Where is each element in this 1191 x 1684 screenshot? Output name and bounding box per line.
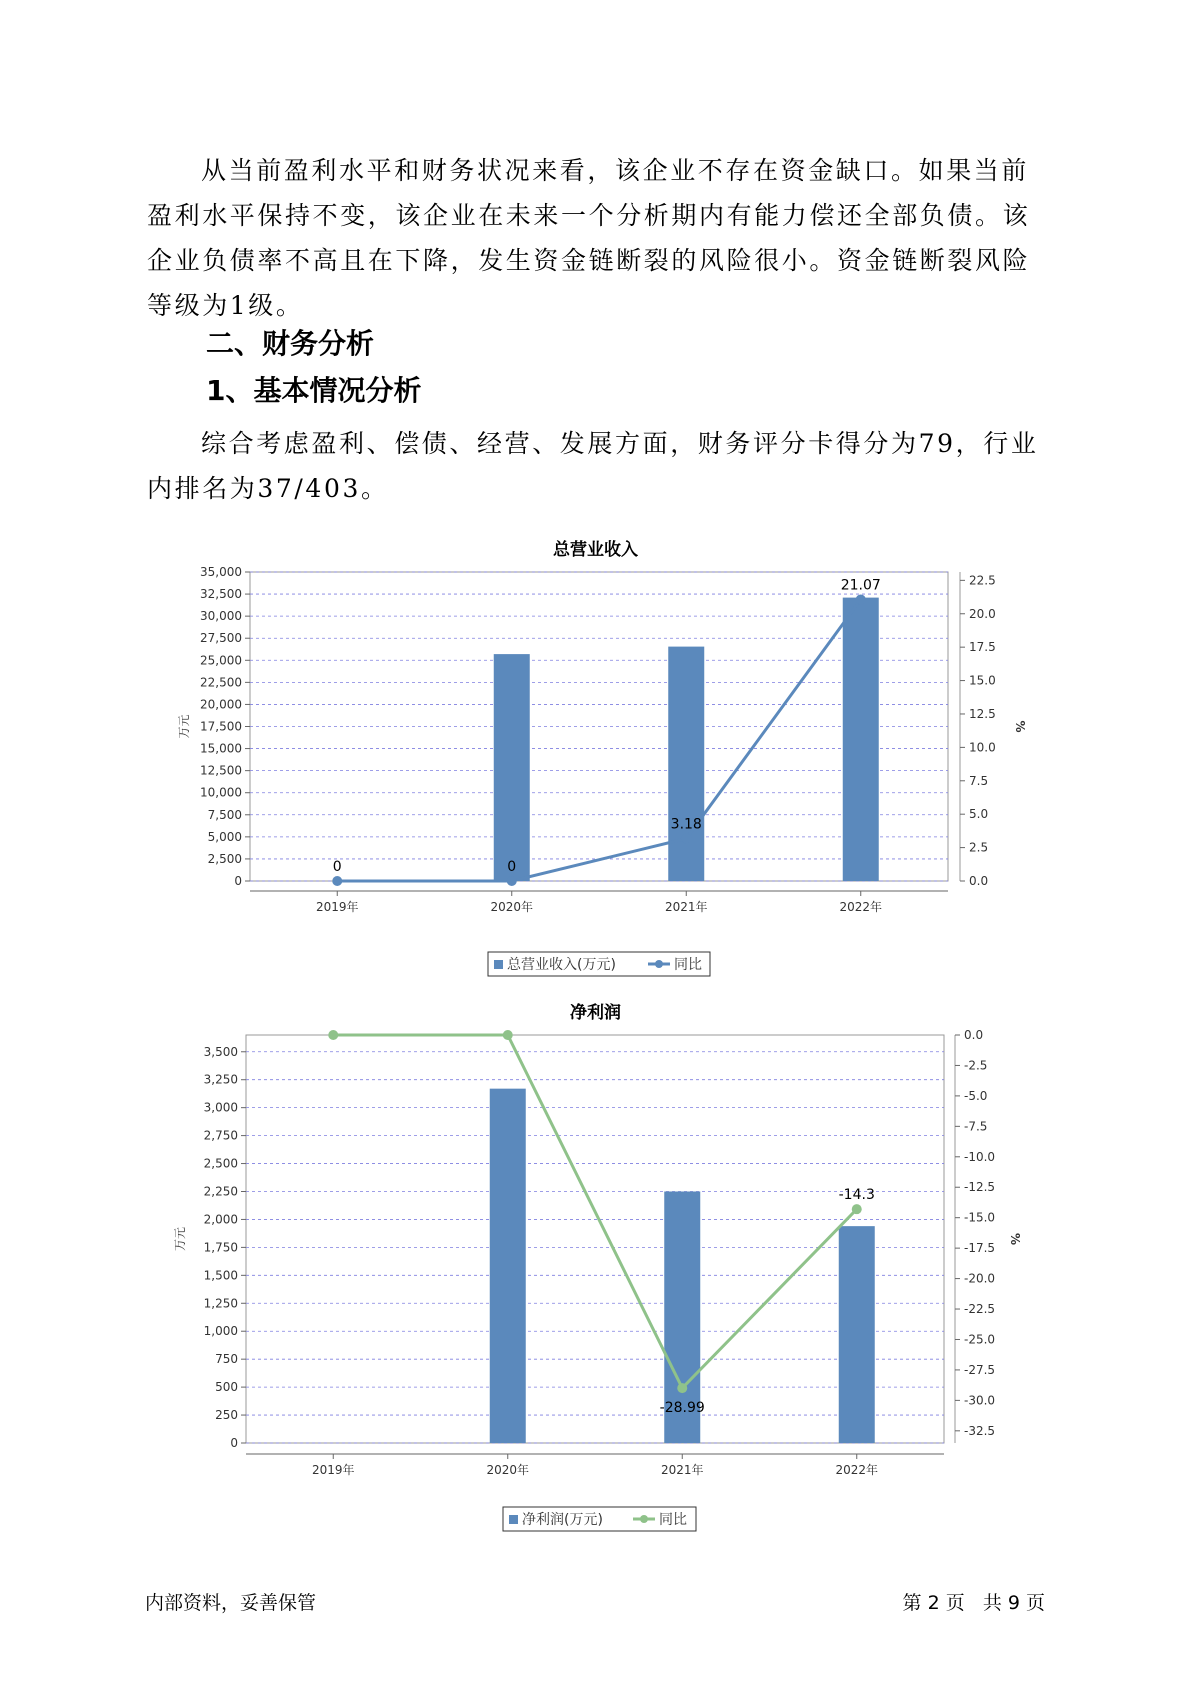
y-tick-label: 3,000: [203, 1100, 238, 1115]
y2-tick-label: -25.0: [964, 1332, 996, 1347]
y-tick-label: 2,500: [203, 1156, 238, 1171]
bar: [839, 1226, 875, 1443]
y-tick-label: 7,500: [207, 807, 242, 822]
y2-axis-title: %: [1013, 720, 1027, 733]
y-tick-label: 1,750: [203, 1240, 238, 1255]
y2-tick-label: -32.5: [964, 1423, 996, 1438]
revenue-chart: [0, 560, 1191, 1020]
y2-tick-label: 12.5: [969, 706, 996, 721]
y-tick-label: 0: [234, 874, 242, 888]
y-tick-label: 3,250: [203, 1072, 238, 1087]
y2-tick-label: 10.0: [969, 740, 996, 755]
y-tick-label: 2,000: [203, 1212, 238, 1227]
yoy-point: [328, 1030, 338, 1040]
legend-line-marker: [640, 1515, 648, 1523]
y-tick-label: 27,500: [200, 631, 242, 646]
revenue-chart-title: 总营业收入: [553, 540, 638, 560]
yoy-point: [503, 1030, 513, 1040]
x-tick-label: 2019年: [311, 1463, 355, 1477]
y2-tick-label: 22.5: [969, 573, 996, 588]
y-tick-label: 12,500: [200, 763, 242, 778]
yoy-data-label: 21.07: [840, 577, 881, 594]
y2-tick-label: -17.5: [964, 1241, 996, 1256]
y2-tick-label: 0.0: [969, 874, 989, 888]
y-tick-label: 1,000: [203, 1324, 238, 1339]
summary-paragraph: 从当前盈利水平和财务状况来看，该企业不存在资金缺口。如果当前盈利水平保持不变，该企业在未来一个分析期内有能力偿还全部负债。该企业负债率不高且在下降，发生资金链断裂的风险很小。资金链断裂风险等级为1级。: [147, 156, 1031, 320]
yoy-point: [507, 876, 517, 886]
x-tick-label: 2020年: [490, 900, 534, 914]
y-tick-label: 3,500: [203, 1044, 238, 1059]
footer-page-number: 第 2 页 共 9 页: [902, 1592, 1045, 1614]
y-tick-label: 20,000: [200, 697, 242, 712]
yoy-point: [677, 1383, 687, 1393]
y2-tick-label: -30.0: [964, 1393, 996, 1408]
x-tick-label: 2021年: [664, 900, 708, 914]
legend-bar-swatch: [494, 960, 503, 969]
x-tick-label: 2022年: [835, 1463, 879, 1477]
y-tick-label: 32,500: [200, 587, 242, 602]
legend-line-marker: [655, 960, 663, 968]
yoy-point: [681, 834, 691, 844]
y2-tick-label: 0.0: [964, 1028, 984, 1042]
yoy-data-label: 0: [507, 859, 517, 875]
yoy-point: [332, 876, 342, 886]
yoy-point: [856, 594, 866, 604]
yoy-data-label: -14.3: [838, 1187, 875, 1204]
y-tick-label: 5,000: [207, 829, 242, 844]
y2-tick-label: 15.0: [969, 673, 996, 688]
bar: [668, 647, 704, 881]
profit-chart-title: 净利润: [570, 1003, 621, 1023]
yoy-line: [333, 1035, 857, 1388]
legend-line-label: 同比: [674, 957, 702, 973]
yoy-data-label: 3.18: [670, 816, 702, 833]
y-tick-label: 500: [215, 1380, 238, 1395]
y2-tick-label: 2.5: [969, 840, 989, 855]
yoy-line: [337, 599, 861, 881]
y-tick-label: 1,250: [203, 1296, 238, 1311]
y-tick-label: 35,000: [200, 565, 242, 579]
bar: [490, 1089, 526, 1443]
legend-bar-swatch: [509, 1515, 518, 1524]
x-tick-label: 2020年: [486, 1463, 530, 1477]
score-paragraph: 综合考虑盈利、偿债、经营、发展方面，财务评分卡得分为79，行业内排名为37/403。: [147, 429, 1039, 503]
profit-chart: [0, 1022, 1191, 1528]
y-tick-label: 2,750: [203, 1128, 238, 1143]
y-tick-label: 250: [215, 1408, 238, 1423]
x-tick-label: 2021年: [660, 1463, 704, 1477]
x-tick-label: 2022年: [839, 900, 883, 914]
x-tick-label: 2019年: [315, 900, 359, 914]
y-tick-label: 25,000: [200, 653, 242, 668]
y2-tick-label: -10.0: [964, 1149, 996, 1164]
y2-tick-label: -20.0: [964, 1271, 996, 1286]
y-tick-label: 17,500: [200, 719, 242, 734]
yoy-data-label: -28.99: [659, 1400, 705, 1417]
y-tick-label: 15,000: [200, 741, 242, 756]
footer-confidential: 内部资料，妥善保管: [145, 1592, 317, 1614]
y2-tick-label: -5.0: [964, 1088, 988, 1103]
y2-tick-label: 20.0: [969, 606, 996, 621]
legend-line-label: 同比: [659, 1512, 687, 1528]
section-heading: 二、财务分析: [206, 327, 375, 360]
y2-tick-label: -22.5: [964, 1302, 996, 1317]
yoy-point: [852, 1204, 862, 1214]
y2-tick-label: -7.5: [964, 1119, 988, 1134]
subsection-heading: 1、基本情况分析: [206, 374, 422, 407]
y-tick-label: 2,500: [207, 851, 242, 866]
y2-tick-label: -15.0: [964, 1210, 996, 1225]
legend-bar-label: 总营业收入(万元): [507, 957, 616, 973]
y-tick-label: 30,000: [200, 609, 242, 624]
y-tick-label: 10,000: [200, 785, 242, 800]
y2-tick-label: -27.5: [964, 1362, 996, 1377]
y-axis-title: 万元: [173, 1226, 187, 1252]
y2-tick-label: 5.0: [969, 807, 989, 822]
y-tick-label: 2,250: [203, 1184, 238, 1199]
y2-axis-title: %: [1008, 1232, 1022, 1246]
y-tick-label: 22,500: [200, 675, 242, 690]
bar: [494, 654, 530, 881]
y2-tick-label: 7.5: [969, 773, 989, 788]
y-axis-title: 万元: [177, 714, 191, 739]
legend-bar-label: 净利润(万元): [522, 1512, 603, 1528]
y-tick-label: 1,500: [203, 1268, 238, 1283]
y2-tick-label: -2.5: [964, 1058, 988, 1073]
y-tick-label: 0: [230, 1436, 238, 1450]
y2-tick-label: -12.5: [964, 1180, 996, 1195]
yoy-data-label: 0: [332, 859, 342, 875]
y2-tick-label: 17.5: [969, 640, 996, 655]
bar: [843, 598, 879, 881]
y-tick-label: 750: [215, 1352, 238, 1367]
